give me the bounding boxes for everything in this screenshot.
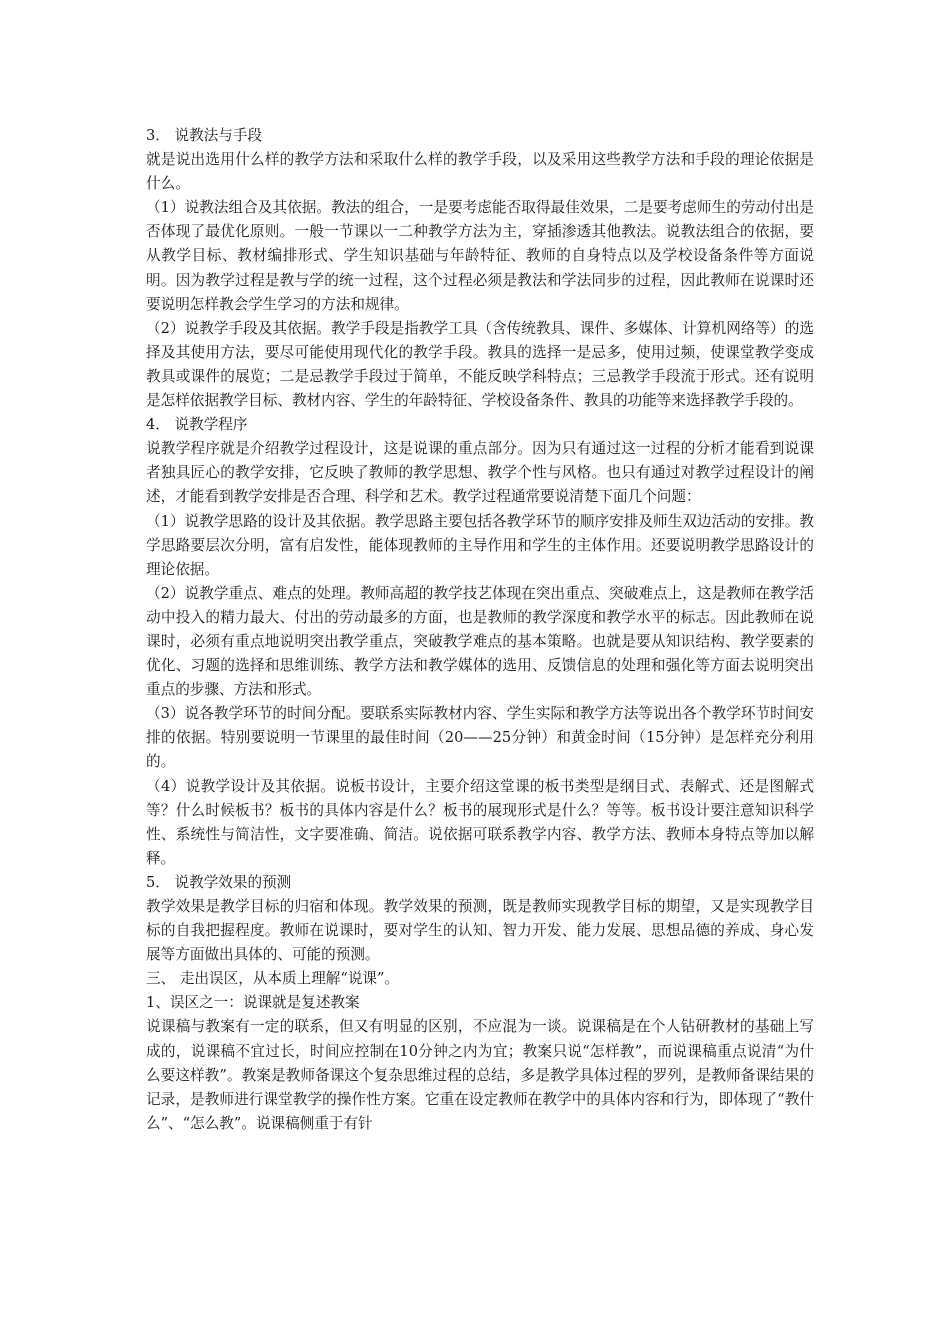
paragraph: （3）说各教学环节的时间分配。要联系实际教材内容、学生实际和教学方法等说出各个教学环节时间安排的依据。特别要说明一节课里的最佳时间（20——25分钟）和黄金时间（15分钟）是怎样充分利用的。	[146, 705, 814, 771]
paragraph: （4）说教学设计及其依据。说板书设计，主要介绍这堂课的板书类型是纲目式、表解式、还是图解式等？什么时候板书？板书的具体内容是什么？板书的展现形式是什么？等等。板书设计要注意知识科学性、系统性与简洁性，文字要准确、简洁。说依据可联系教学内容、教学方法、教师本身特点等加以解释。	[146, 777, 814, 867]
paragraph: 说课稿与教案有一定的联系，但又有明显的区别，不应混为一谈。说课稿是在个人钻研教材的基础上写成的，说课稿不宜过长，时间应控制在10分钟之内为宜；教案只说“怎样教”，而说课稿重点说清“为什么要这样教”。教案是教师备课这个复杂思维过程的总结，多是教学具体过程的罗列，是教师备课结果的记录，是教师进行课堂教学的操作性方案。它重在设定教师在教学中的具体内容和行为，即体现了“教什么”、“怎么教”。说课稿侧重于有针	[146, 1018, 814, 1132]
document-body	[146, 124, 814, 1136]
paragraph: （2）说教学重点、难点的处理。教师高超的教学技艺体现在突出重点、突破难点上，这是教师在教学活动中投入的精力最大、付出的劳动最多的方面，也是教师的教学深度和教学水平的标志。因此教师在说课时，必须有重点地说明突出教学重点，突破教学难点的基本策略。也就是要从知识结构、教学要素的优化、习题的选择和思维训练、教学方法和教学媒体的选用、反馈信息的处理和强化等方面去说明突出重点的步骤、方法和形式。	[146, 584, 814, 699]
paragraph: （1）说教学思路的设计及其依据。教学思路主要包括各教学环节的顺序安排及师生双边活动的安排。教学思路要层次分明，富有启发性，能体现教师的主导作用和学生的主体作用。还要说明教学思路设计的理论依据。	[146, 512, 814, 578]
paragraph: 教学效果是教学目标的归宿和体现。教学效果的预测，既是教师实现教学目标的期望，又是实现教学目标的自我把握程度。教师在说课时，要对学生的认知、智力开发、能力发展、思想品德的养成、身心发展等方面做出具体的、可能的预测。	[146, 898, 814, 964]
subsection-heading-misconception-1: 1、误区之一：说课就是复述教案	[146, 994, 360, 1012]
section-heading-teaching-methods: 3． 说教法与手段	[146, 127, 263, 144]
paragraph: 就是说出选用什么样的教学方法和采取什么样的教学手段，以及采用这些教学方法和手段的理论依据是什么。	[146, 151, 814, 193]
section-heading-misconceptions: 三、 走出误区，从本质上理解“说课”。	[146, 970, 400, 988]
section-heading-teaching-effect: 5． 说教学效果的预测	[146, 873, 292, 891]
section-heading-teaching-procedure: 4． 说教学程序	[146, 416, 248, 434]
paragraph: 说教学程序就是介绍教学过程设计，这是说课的重点部分。因为只有通过这一过程的分析才能看到说课者独具匠心的教学安排，它反映了教师的教学思想、教学个性与风格。也只有通过对教学过程设计的阐述，才能看到教学安排是否合理、科学和艺术。教学过程通常要说清楚下面几个问题：	[146, 440, 814, 506]
paragraph: （1）说教法组合及其依据。教法的组合，一是要考虑能否取得最佳效果，二是要考虑师生的劳动付出是否体现了最优化原则。一般一节课以一二种教学方法为主，穿插渗透其他教法。说教法组合的依据，要从教学目标、教材编排形式、学生知识基础与年龄特征、教师的自身特点以及学校设备条件等方面说明。因为教学过程是教与学的统一过程，这个过程必须是教法和学法同步的过程，因此教师在说课时还要说明怎样教会学生学习的方法和规律。	[146, 199, 814, 313]
paragraph: （2）说教学手段及其依据。教学手段是指教学工具（含传统教具、课件、多媒体、计算机网络等）的选择及其使用方法，要尽可能使用现代化的教学手段。教具的选择一是忌多，使用过频，使课堂教学变成教具或课件的展览；二是忌教学手段过于简单，不能反映学科特点；三忌教学手段流于形式。还有说明是怎样依据教学目标、教材内容、学生的年龄特征、学校设备条件、教具的功能等来选择教学手段的。	[146, 319, 814, 410]
